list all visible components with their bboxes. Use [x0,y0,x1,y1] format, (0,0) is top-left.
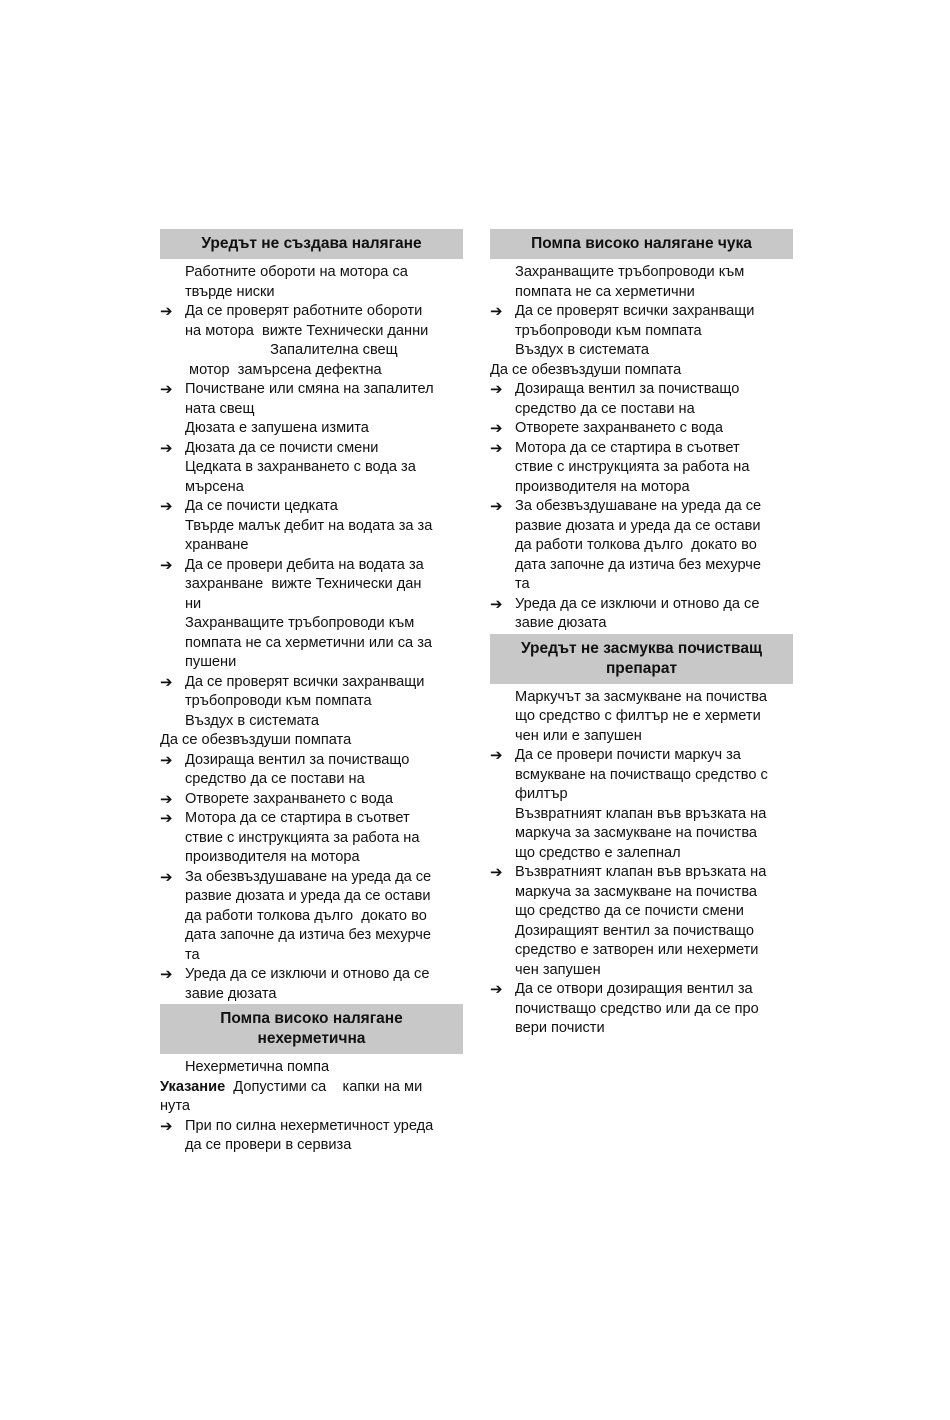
right-arrow-icon: ➔ [160,810,173,827]
left-column [160,229,463,1156]
cause-line: Въздух в системата [515,342,650,358]
remedy-step [160,673,463,693]
remedy-continuation: ната свещ [185,400,255,417]
note-line [160,1078,463,1098]
remedy-continuation: на мотора вижте Технически данни [185,322,429,339]
remedy-text: Дозираща вентил за почистващо [185,751,410,768]
remedy-continuation: да работи толкова дълго докато во [185,907,427,924]
note-label: Указание [160,1078,226,1095]
remedy-continuation: що средство да се почисти смени [515,903,744,919]
right-arrow-icon: ➔ [490,747,503,764]
remedy-continuation: тръбопроводи към помпата [515,322,702,339]
cause-line: Захранващите тръбопроводи към [515,264,745,280]
remedy-step [160,809,463,829]
remedy-step [160,380,463,400]
right-column [490,229,793,1039]
cause-line: хранване [185,537,249,553]
remedy-continuation: дата започне да изтича без мехурче [515,556,761,573]
remedy-continuation: дата започне да изтича без мехурче [185,927,431,943]
remedy-step [160,868,463,888]
cause-line: твърде ниски [185,283,275,300]
remedy-step [160,439,463,459]
right-arrow-icon: ➔ [160,439,173,457]
troubleshooting-section [490,634,793,1039]
troubleshooting-section [160,1004,463,1156]
section-header: Помпа високо налягане нехерметична [160,1004,463,1054]
right-arrow-icon: ➔ [490,595,503,613]
remedy-continuation: средство да се постави на [185,771,365,787]
remedy-text: При по силна нехерметичност уреда [185,1117,434,1134]
cause-line: Възвратният клапан във връзката на [515,805,767,822]
remedy-text: За обезвъздушаване на уреда да се [185,868,432,885]
troubleshooting-section [160,229,463,1004]
remedy-step [160,751,463,771]
remedy-step [490,863,793,883]
cause-line: що средство с филтър не е хермети [515,708,761,724]
right-arrow-icon: ➔ [160,790,173,808]
remedy-text: Да се отвори дозиращия вентил за [515,981,753,997]
remedy-step [490,419,793,439]
remedy-step [160,1117,463,1137]
remedy-continuation: развие дюзата и уреда да се остави [185,888,431,904]
cause-line: Маркучът за засмукване на почиства [515,688,768,705]
right-arrow-icon: ➔ [160,381,173,398]
remedy-continuation: производителя на мотора [515,478,690,495]
remedy-text: Възвратният клапан във връзката на [515,864,767,880]
right-arrow-icon: ➔ [160,673,173,691]
remedy-continuation: вери почисти [515,1020,605,1036]
remedy-continuation: маркуча за засмукване на почиства [515,883,758,900]
remedy-step [160,497,463,517]
remedy-continuation: ствие с инструкцията за работа на [515,459,750,475]
right-arrow-icon: ➔ [160,303,173,320]
remedy-continuation: ни [185,595,202,612]
remedy-step [490,439,793,459]
remedy-continuation: всмукване на почистващо средство с [515,766,768,783]
remedy-continuation: филтър [515,786,568,802]
cause-line: помпата не са херметични [515,283,695,300]
remedy-continuation: та [185,946,200,963]
remedy-step [160,302,463,322]
remedy-text: Да се проверят всички захранващи [185,673,425,690]
remedy-step [490,302,793,322]
remedy-continuation: завие дюзата [185,985,277,1002]
remedy-continuation: тръбопроводи към помпата [185,693,372,709]
right-arrow-icon: ➔ [160,966,173,983]
remedy-text: Отворете захранването с вода [515,420,724,436]
remedy-continuation: захранване вижте Технически дан [185,576,422,592]
remedy-continuation: да работи толкова дълго докато во [515,537,757,553]
remedy-step [490,980,793,1000]
remedy-step [160,965,463,985]
remedy-text: Почистване или смяна на запалител [185,381,434,397]
cause-line: маркуча за засмукване на почиства [515,825,758,841]
instruction-line: нута [160,1098,190,1114]
remedy-text: Мотора да се стартира в съответ [185,810,410,826]
cause-line: помпата не са херметични или са за [185,634,433,651]
cause-line: мърсена [185,478,244,495]
cause-line: Захранващите тръбопроводи към [185,615,415,631]
cause-line: Нехерметична помпа [185,1059,330,1075]
cause-line: Цедката в захранването с вода за [185,459,416,475]
remedy-text: Да се проверят всички захранващи [515,303,755,319]
troubleshooting-section [490,229,793,634]
remedy-step [490,497,793,517]
cause-line: Запалителна свещ [185,342,398,358]
right-arrow-icon: ➔ [160,1117,173,1135]
instruction-line: Да се обезвъздуши помпата [490,361,682,378]
remedy-continuation: ствие с инструкцията за работа на [185,829,420,846]
right-arrow-icon: ➔ [490,981,503,998]
section-header: Помпа високо налягане чука [490,229,793,259]
remedy-continuation: почистващо средство или да се про [515,1000,759,1017]
remedy-step [160,556,463,576]
remedy-text: Дозираща вентил за почистващо [515,381,740,397]
remedy-continuation: производителя на мотора [185,849,360,865]
remedy-continuation: средство да се постави на [515,400,695,417]
cause-line: чен или е запушен [515,727,642,744]
remedy-continuation: развие дюзата и уреда да се остави [515,517,761,534]
section-header: Уредът не създава налягане [160,229,463,259]
remedy-step [160,790,463,810]
right-arrow-icon: ➔ [490,303,503,320]
cause-line: Дозиращият вентил за почистващо [515,922,755,939]
cause-line: Твърде малък дебит на водата за за [185,517,433,534]
remedy-text: Уреда да се изключи и отново да се [185,966,430,982]
cause-line: Дюзата е запушена измита [185,420,369,436]
remedy-step [490,380,793,400]
remedy-continuation: та [515,576,530,592]
right-arrow-icon: ➔ [160,498,173,515]
cause-line: средство е затворен или нехермети [515,942,759,958]
remedy-text: Да се почисти цедката [185,498,338,514]
right-arrow-icon: ➔ [490,498,503,515]
remedy-text: Да се провери дебита на водата за [185,556,424,573]
remedy-continuation: да се провери в сервиза [185,1137,352,1153]
right-arrow-icon: ➔ [490,381,503,398]
cause-line: що средство е залепнал [515,844,681,861]
right-arrow-icon: ➔ [490,420,503,437]
cause-line: мотор замърсена дефектна [185,361,382,378]
section-header: Уредът не засмуква почистващ препарат [490,634,793,684]
cause-line: чен запушен [515,961,601,978]
remedy-text: Дюзата да се почисти смени [185,439,379,456]
cause-line: пушени [185,654,237,670]
remedy-step [490,746,793,766]
remedy-text: Мотора да се стартира в съответ [515,439,740,456]
remedy-step [490,595,793,615]
note-text: Допустими са капки на ми [225,1078,423,1095]
remedy-text: За обезвъздушаване на уреда да се [515,498,762,514]
remedy-text: Отворете захранването с вода [185,790,394,807]
cause-line: Въздух в системата [185,712,320,729]
remedy-text: Да се проверят работните обороти [185,303,423,319]
cause-line: Работните обороти на мотора са [185,264,408,280]
right-arrow-icon: ➔ [490,864,503,881]
right-arrow-icon: ➔ [160,556,173,574]
right-arrow-icon: ➔ [160,751,173,769]
instruction-line: Да се обезвъздуши помпата [160,732,352,748]
remedy-text: Да се провери почисти маркуч за [515,747,741,763]
right-arrow-icon: ➔ [160,868,173,886]
right-arrow-icon: ➔ [490,439,503,457]
remedy-text: Уреда да се изключи и отново да се [515,595,760,612]
remedy-continuation: завие дюзата [515,615,607,631]
